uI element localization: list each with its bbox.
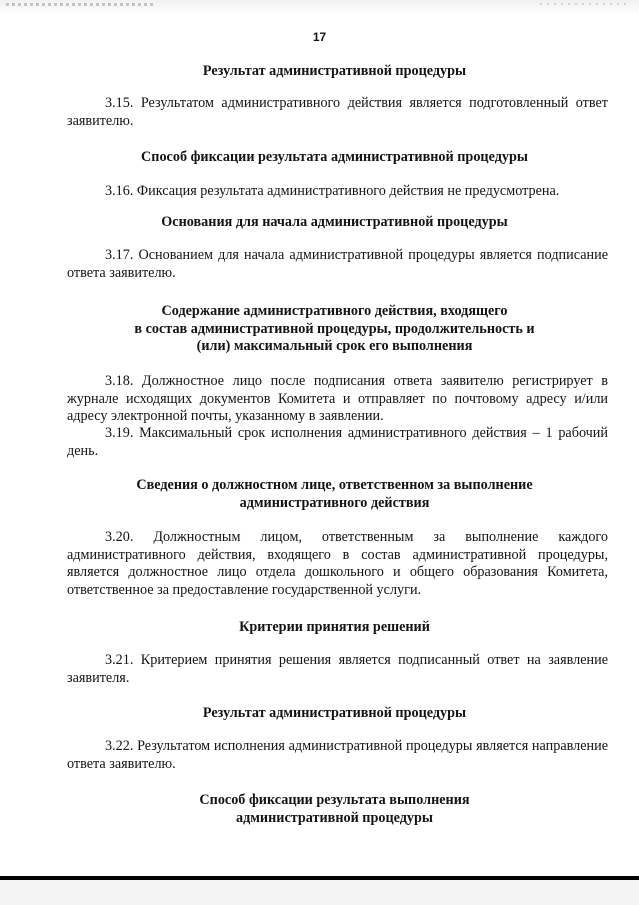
heading-fixation-method-2: [60, 792, 609, 827]
heading-fixation-method-2-line-1: Способ фиксации результата выполнения: [199, 792, 470, 808]
paragraph-3-18: 3.18. Должностное лицо после подписания ответа заявителю регистрирует в журнале исходящих документов Комитета и отправляет по почтовому адресу и/или адресу электронной почты, указанному в заявлении.: [67, 373, 608, 425]
heading-responsible-official: [60, 477, 609, 512]
paragraph-3-21: 3.21. Критерием принятия решения является подписанный ответ на заявление заявителя.: [67, 652, 608, 686]
heading-start-grounds: Основания для начала административной процедуры: [161, 214, 508, 230]
scan-bottom-margin: [0, 880, 639, 905]
heading-action-content-line-2: в состав административной процедуры, продолжительность и: [134, 320, 535, 337]
heading-procedure-result: Результат административной процедуры: [202, 63, 467, 79]
heading-responsible-official-line-1: Сведения о должностном лице, ответственном за выполнение: [136, 477, 533, 493]
scan-artifact-right: [540, 3, 630, 5]
heading-decision-criteria: Критерии принятия решений: [239, 619, 430, 635]
paragraph-3-19: 3.19. Максимальный срок исполнения административного действия – 1 рабочий день.: [67, 425, 608, 459]
heading-responsible-official-line-2: административного действия: [239, 494, 430, 511]
heading-action-content-line-1: Содержание административного действия, входящего: [161, 303, 508, 319]
page-number: 17: [312, 30, 327, 44]
heading-fixation-method-2-line-2: административной процедуры: [236, 809, 433, 826]
paragraph-3-20: 3.20. Должностным лицом, ответственным за выполнение каждого административного действия, входящего в состав административной процедуры, является должностное лицо отдела дошкольного и общего образования Комитета, ответственное за предоставление государственной услуги.: [67, 529, 608, 598]
paragraph-3-15: 3.15. Результатом административного действия является подготовленный ответ заявителю.: [67, 95, 608, 129]
paragraph-3-17: 3.17. Основанием для начала административной процедуры является подписание ответа заявителю.: [67, 247, 608, 281]
paragraph-3-16: 3.16. Фиксация результата административного действия не предусмотрена.: [105, 183, 560, 199]
scan-artifact-left: [6, 3, 156, 6]
heading-fixation-method: Способ фиксации результата административной процедуры: [141, 149, 528, 165]
heading-action-content-line-3: (или) максимальный срок его выполнения: [196, 338, 473, 355]
heading-action-content: [60, 303, 609, 356]
paragraph-3-22: 3.22. Результатом исполнения административной процедуры является направление ответа заявителю.: [67, 738, 608, 772]
heading-procedure-result-2: Результат административной процедуры: [202, 705, 467, 721]
